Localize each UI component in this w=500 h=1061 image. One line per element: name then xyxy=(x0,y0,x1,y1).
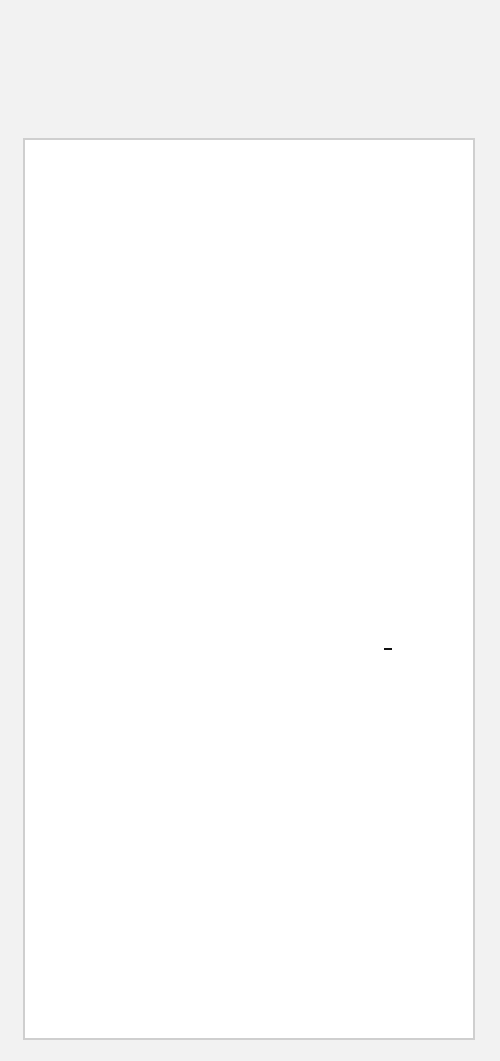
bingo-board xyxy=(23,138,475,1040)
overlay-caption xyxy=(384,648,392,650)
